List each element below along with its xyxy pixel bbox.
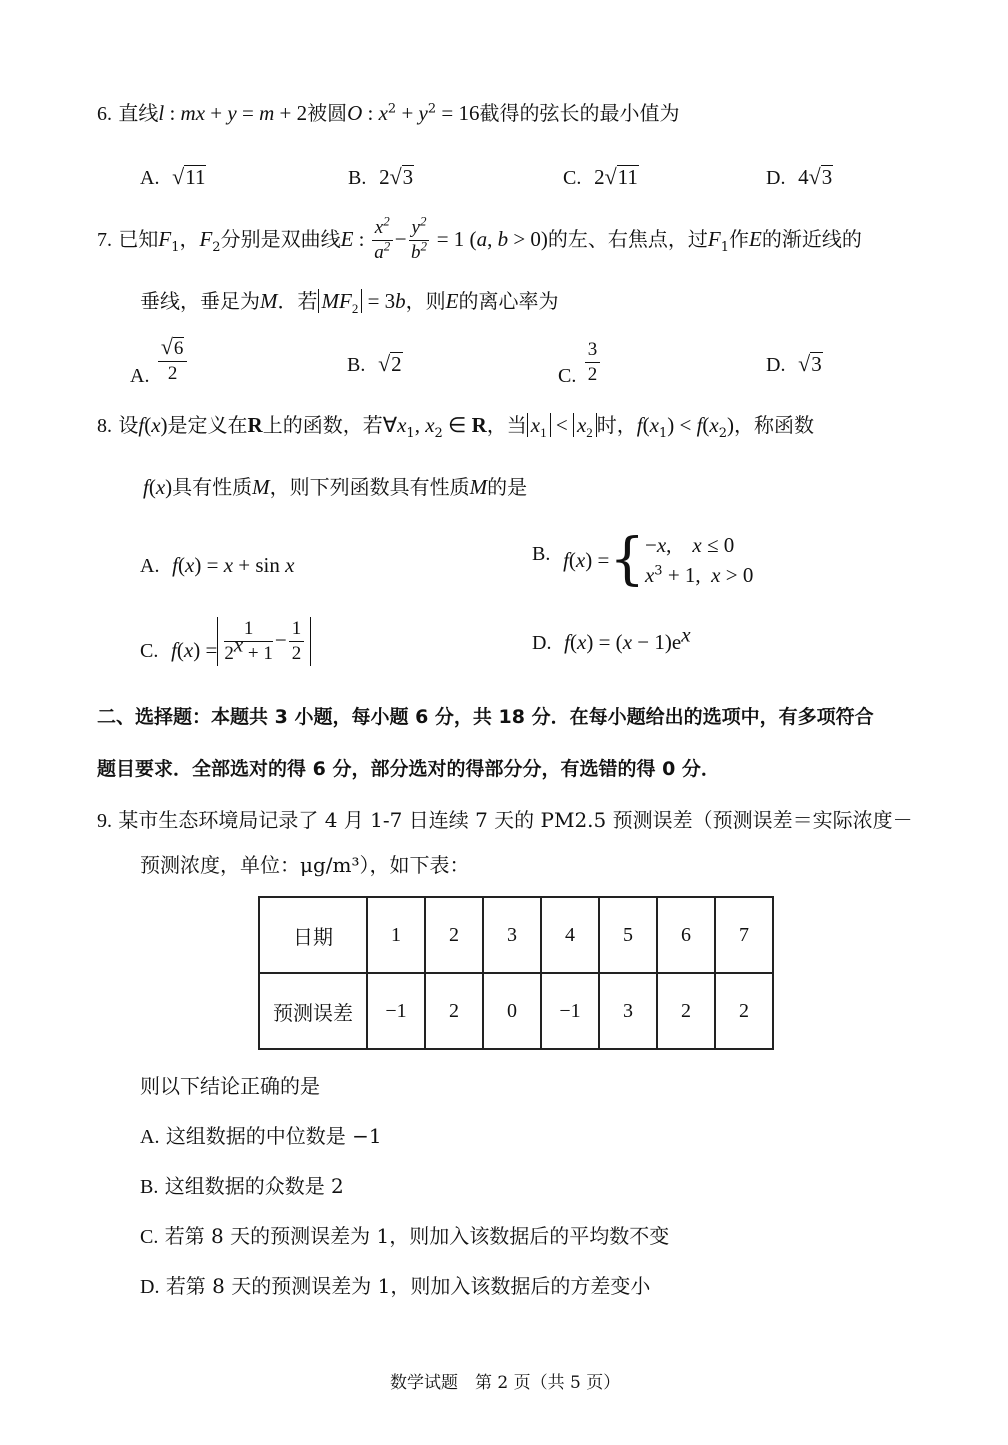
q7-hyperbola-equation: E (340, 227, 354, 251)
table-cell: 0 (483, 973, 541, 1049)
q6-option-c-value: 2√11 (594, 164, 638, 189)
table-cell: 4 (541, 897, 599, 973)
pm25-error-table (258, 896, 774, 1050)
table-header-error: 预测误差 (259, 973, 367, 1049)
q7-option-c-value: $\frac{3}{2}$ (585, 338, 601, 387)
table-cell: 3 (483, 897, 541, 973)
question-9-prompt: 则以下结论正确的是 (140, 1074, 320, 1098)
page-footer: 数学试题 第 2 页（共 5 页） (390, 1373, 621, 1393)
q6-option-d-value: 4√3 (798, 164, 833, 189)
q6-option-b-value: 2√3 (379, 164, 414, 189)
q6-option-a-value: √11 (172, 164, 206, 189)
question-9-stem-line2: 预测浓度，单位：μg/m³），如下表： (140, 853, 470, 877)
q9-option-a: A. 这组数据的中位数是 −1 (140, 1124, 382, 1148)
q7-condition: $MF_2$ (318, 289, 363, 313)
table-cell: 2 (425, 897, 483, 973)
section-2-heading: 二、选择题：本题共 3 小题，每小题 6 分，共 18 分．在每小题给出的选项中，有多项符合 (97, 706, 874, 728)
q8-option-b: B. f(x) ={ −x, x ≤ 0 $x^3 + 1$, x > 0 (532, 527, 754, 592)
q8-option-c: C. f(x) = $\frac{1}{2^x + 1}$ − $\frac{1}{2}$ (140, 617, 311, 666)
q7-option-d-value: √3 (798, 351, 822, 376)
table-row (259, 973, 773, 1049)
q7-option-b-value: √2 (378, 351, 402, 376)
q6-option-c: C. 2√11 (563, 164, 638, 189)
table-cell: −1 (541, 973, 599, 1049)
table-cell: 6 (657, 897, 715, 973)
section-2-heading-line2: 题目要求．全部选对的得 6 分，部分选对的得部分分，有选错的得 0 分． (97, 758, 720, 780)
q8-option-d: D. $f(x) = (x - 1)e^x$ (532, 622, 691, 654)
q9-option-b: B. 这组数据的众数是 2 (140, 1174, 344, 1198)
q6-line-equation: l (158, 101, 165, 125)
q8-option-c-value: f(x) = $\frac{1}{2^x + 1}$ − $\frac{1}{2}$ (171, 628, 311, 652)
q8-option-d-value: $f(x) = (x - 1)e^x$ (564, 622, 691, 654)
table-cell: 2 (657, 973, 715, 1049)
question-7-stem-line2: 垂线，垂足为M．若 $MF_2 = 3b$，则E的离心率为 (140, 289, 559, 317)
question-7-stem: 7. 已知$F_1$，$F_2$分别是双曲线E : $\frac{x^2}{a^2}$ − $\frac{y^2}{b^2}$ = 1 (a, b > 0)的左、右焦点，过$F_1$作E的渐近线的 (97, 213, 862, 263)
table-cell: 2 (715, 973, 773, 1049)
question-9-stem: 9. 某市生态环境局记录了 4 月 1-7 日连续 7 天的 PM2.5 预测误差（预测误差＝实际浓度－ (97, 808, 913, 832)
q7-option-a: A. $\frac{√6}{2}$ (130, 335, 189, 386)
q8-option-a-value: f(x) = x + sin x (172, 553, 295, 577)
q6-circle-equation: O (347, 101, 363, 125)
q7-option-d: D. √3 (766, 351, 822, 376)
table-cell: −1 (367, 973, 425, 1049)
q9-option-c: C. 若第 8 天的预测误差为 1，则加入该数据后的平均数不变 (140, 1224, 670, 1248)
q7-option-c: C. $\frac{3}{2}$ (558, 338, 602, 387)
table-cell: 7 (715, 897, 773, 973)
table-cell: 5 (599, 897, 657, 973)
table-cell: 3 (599, 973, 657, 1049)
q9-option-d: D. 若第 8 天的预测误差为 1，则加入该数据后的方差变小 (140, 1274, 651, 1298)
q8-option-a: A. f(x) = x + sin x (140, 553, 295, 577)
q7-option-b: B. √2 (347, 351, 402, 376)
question-8-stem: 8. 设f(x)是定义在R上的函数，若$\forall x_1$, $x_2$ ∈ R，当 $x_1 < x_2$ 时，$f(x_1) < f(x_2)$，称函数 (97, 413, 815, 441)
table-cell: 1 (367, 897, 425, 973)
q8-option-b-value: f(x) ={ −x, x ≤ 0 $x^3 + 1$, x > 0 (563, 527, 754, 592)
question-8-stem-line2: f(x)具有性质M，则下列函数具有性质M的是 (143, 475, 528, 499)
q7-option-a-value: $\frac{√6}{2}$ (158, 335, 188, 386)
question-6-stem: 6. 直线l : mx + y = m + 2被圆O : $x^2 + y^2 = 16$截得的弦长的最小值为 (97, 101, 680, 125)
table-header-date: 日期 (259, 897, 367, 973)
table-row (259, 897, 773, 973)
q6-option-b: B. 2√3 (348, 164, 414, 189)
q6-option-a: A. √11 (140, 164, 206, 189)
q6-option-d: D. 4√3 (766, 164, 833, 189)
table-cell: 2 (425, 973, 483, 1049)
